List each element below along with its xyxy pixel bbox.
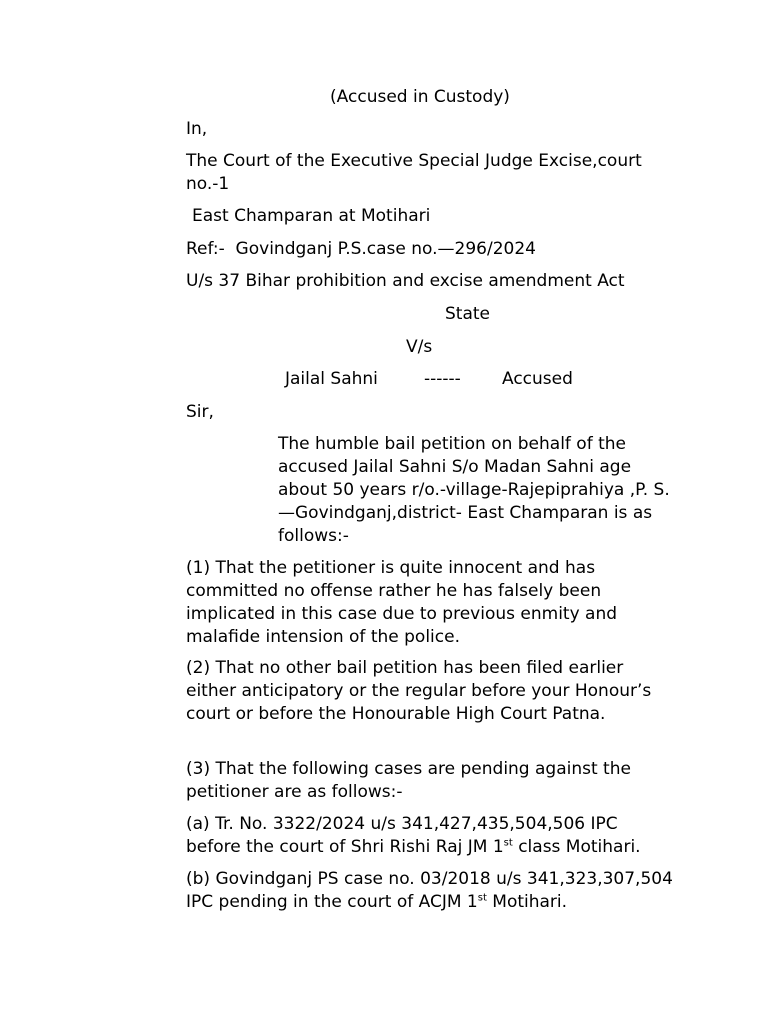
point-b-tail: Motihari. [486,892,568,912]
salutation-to: In, [186,119,208,139]
party-state: State [445,304,490,324]
place-line: East Champaran at Motihari [192,206,431,226]
accused-label: Accused [502,369,573,389]
versus-label: V/s [406,337,433,357]
point-a-tail: class Motihari. [512,837,641,857]
petition-intro: The humble bail petition on behalf of the accused Jailal Sahni S/o Madan Sahni age about 50 years r/o.-village-Rajepiprahiya ,P. S.—Govindganj,district- East Champaran is as follows:- [278,434,670,546]
section-line: U/s 37 Bihar prohibition and excise amendment Act [186,271,625,291]
parties-line [0,368,768,391]
separator-dashes: ------ [424,369,461,389]
accused-name: Jailal Sahni [285,369,378,389]
point-a-superscript: st [503,837,513,849]
court-line: The Court of the Executive Special Judge Excise,court no.-1 [186,151,642,194]
point-3: (3) That the following cases are pending against the petitioner are as follows:- [186,759,631,802]
point-2: (2) That no other bail petition has been filed earlier either anticipatory or the regular before your Honour’s court or before the Honourable High Court Patna. [186,658,652,724]
point-b-superscript: st [477,892,487,904]
point-a [186,813,676,859]
reference-line: Ref:- Govindganj P.S.case no.—296/2024 [186,239,536,259]
sir-salutation: Sir, [186,402,214,422]
point-b [186,868,676,914]
point-1: (1) That the petitioner is quite innocent and has committed no offense rather he has falsely been implicated in this case due to previous enmity and malafide intension of the police. [186,558,618,647]
point-b-text: (b) Govindganj PS case no. 03/2018 u/s 341,323,307,504 IPC pending in the court of ACJM 1 [186,869,673,912]
point-a-text: (a) Tr. No. 3322/2024 u/s 341,427,435,504,506 IPC before the court of Shri Rishi Raj JM 1 [186,814,618,857]
custody-note: (Accused in Custody) [330,87,510,107]
